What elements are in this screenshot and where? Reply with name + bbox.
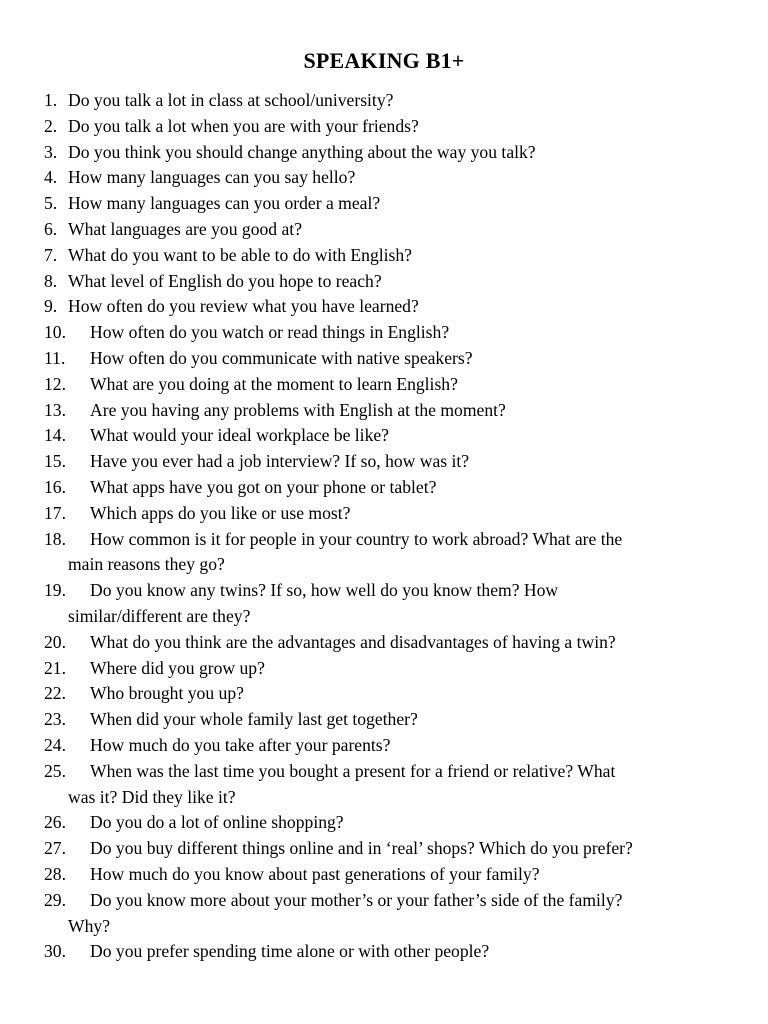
question-item (44, 578, 734, 630)
question-number: 23. (44, 709, 66, 730)
question-item (44, 114, 734, 140)
question-number: 22. (44, 683, 66, 704)
question-text: How much do you know about past generations of your family? (90, 863, 540, 884)
question-item (44, 449, 734, 475)
question-item (44, 501, 734, 527)
question-text: How many languages can you order a meal? (68, 193, 381, 214)
question-number: 10. (44, 322, 66, 343)
question-number: 17. (44, 502, 66, 523)
question-number: 1. (44, 90, 58, 110)
question-number: 3. (44, 141, 58, 162)
question-number: 18. (44, 528, 66, 549)
question-text: Do you talk a lot in class at school/university? (68, 90, 394, 110)
question-item (44, 836, 734, 862)
question-text: When was the last time you bought a present for a friend or relative? What (90, 760, 616, 781)
question-item (44, 372, 734, 398)
question-item (44, 681, 734, 707)
question-text: Have you ever had a job interview? If so, how was it? (90, 451, 470, 472)
question-item (44, 939, 734, 965)
question-text: How often do you communicate with native speakers? (90, 347, 473, 368)
question-number: 8. (44, 270, 58, 291)
question-number: 6. (44, 218, 58, 239)
question-text: How much do you take after your parents? (90, 734, 391, 755)
question-number: 13. (44, 399, 66, 420)
question-text: What would your ideal workplace be like? (90, 425, 389, 446)
question-text: What languages are you good at? (68, 218, 303, 239)
question-item (44, 88, 734, 114)
question-item (44, 191, 734, 217)
question-number: 20. (44, 631, 66, 652)
question-item (44, 243, 734, 269)
question-number: 11. (44, 347, 66, 368)
question-item (44, 320, 734, 346)
question-number: 26. (44, 812, 66, 833)
question-item (44, 733, 734, 759)
question-text: Which apps do you like or use most? (90, 502, 351, 523)
question-item (44, 217, 734, 243)
question-item (44, 294, 734, 320)
question-text: Do you do a lot of online shopping? (90, 812, 344, 833)
question-number: 30. (44, 941, 66, 962)
question-text: What do you think are the advantages and disadvantages of having a twin? (90, 631, 616, 652)
question-text: Do you buy different things online and in ‘real’ shops? Which do you prefer? (90, 838, 633, 859)
question-text: What do you want to be able to do with English? (68, 244, 412, 265)
question-number: 2. (44, 115, 58, 136)
question-text: How often do you watch or read things in English? (90, 322, 450, 343)
question-item (44, 527, 734, 579)
question-text: Do you know more about your mother’s or your father’s side of the family? (90, 889, 623, 910)
question-number: 24. (44, 734, 66, 755)
question-item (44, 630, 734, 656)
question-text: What level of English do you hope to reach? (68, 270, 382, 291)
question-text-continuation: main reasons they go? (68, 554, 225, 575)
question-number: 21. (44, 657, 66, 678)
question-text-continuation: Why? (68, 915, 111, 936)
question-number: 5. (44, 193, 58, 214)
question-number: 4. (44, 167, 58, 188)
question-item (44, 656, 734, 682)
question-item (44, 475, 734, 501)
question-text-continuation: similar/different are they? (68, 605, 251, 626)
question-number: 28. (44, 863, 66, 884)
question-number: 19. (44, 580, 66, 601)
question-item (44, 888, 734, 940)
question-number: 27. (44, 838, 66, 859)
question-text: When did your whole family last get together? (90, 709, 418, 730)
question-number: 29. (44, 889, 66, 910)
question-item (44, 269, 734, 295)
question-text: How common is it for people in your country to work abroad? What are the (90, 528, 623, 549)
question-number: 9. (44, 296, 58, 317)
page-title: SPEAKING B1+ (303, 48, 465, 73)
question-number: 15. (44, 451, 66, 472)
question-item (44, 707, 734, 733)
question-text: How many languages can you say hello? (68, 167, 356, 188)
question-item (44, 398, 734, 424)
question-text: Do you prefer spending time alone or with other people? (90, 941, 490, 962)
question-item (44, 759, 734, 811)
question-text: What are you doing at the moment to learn English? (90, 373, 458, 394)
question-number: 7. (44, 244, 58, 265)
question-text: Where did you grow up? (90, 657, 265, 678)
question-item (44, 140, 734, 166)
question-item (44, 423, 734, 449)
question-item (44, 810, 734, 836)
question-number: 14. (44, 425, 66, 446)
question-number: 12. (44, 373, 66, 394)
question-text: How often do you review what you have learned? (68, 296, 419, 317)
question-number: 16. (44, 476, 66, 497)
question-item (44, 862, 734, 888)
question-item (44, 165, 734, 191)
question-text: Do you think you should change anything about the way you talk? (68, 141, 536, 162)
question-text: Do you talk a lot when you are with your friends? (68, 115, 419, 136)
question-text-continuation: was it? Did they like it? (68, 786, 236, 807)
question-text: Are you having any problems with English at the moment? (90, 399, 506, 420)
question-list (44, 88, 734, 965)
question-text: What apps have you got on your phone or tablet? (90, 476, 437, 497)
question-item (44, 346, 734, 372)
question-number: 25. (44, 760, 66, 781)
question-text: Who brought you up? (90, 683, 244, 704)
question-text: Do you know any twins? If so, how well do you know them? How (90, 580, 559, 601)
